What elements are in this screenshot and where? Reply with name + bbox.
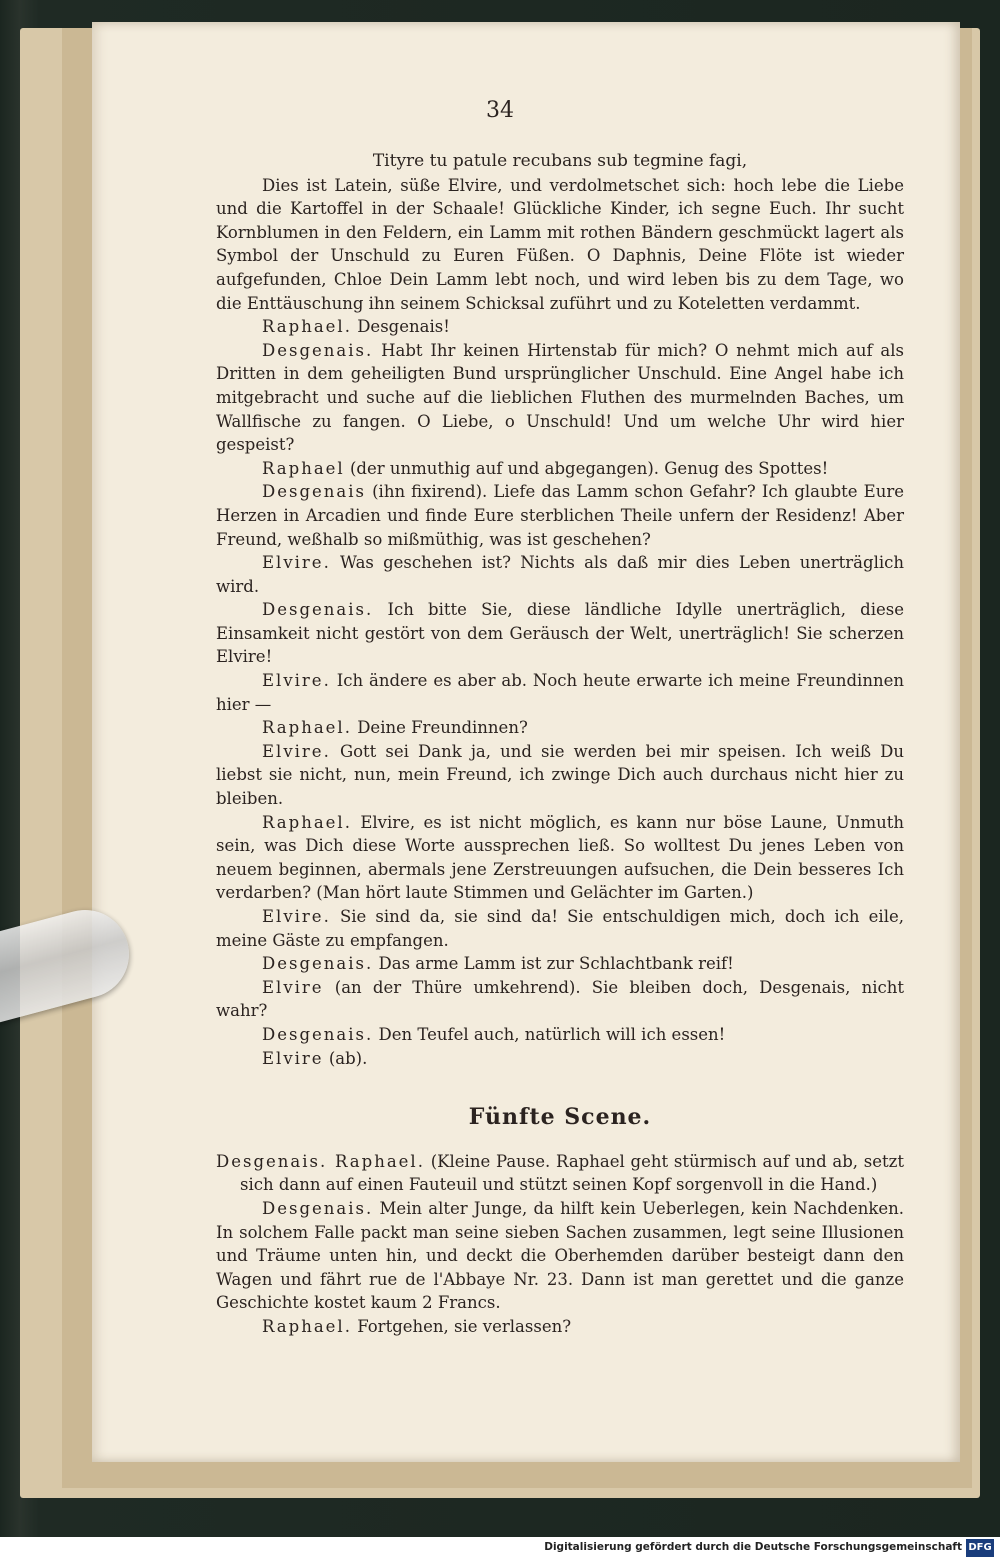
dialogue-line xyxy=(216,669,904,716)
dialogue-line xyxy=(216,480,904,551)
dialogue-text: (der unmuthig auf und abgegangen). Genug des Spottes! xyxy=(349,458,829,478)
speaker-name: Desgenais. xyxy=(262,600,374,620)
speaker-name: Elvire xyxy=(262,977,324,997)
dialogue-line xyxy=(216,1315,904,1339)
dialogue-line xyxy=(216,551,904,598)
speaker-name: Desgenais. xyxy=(262,1198,374,1218)
speaker-name: Raphael. xyxy=(262,812,352,832)
paragraph: Dies ist Latein, süße Elvire, und verdolmetschet sich: hoch lebe die Liebe und die Kartoffel in der Schaale! Glückliche Kinder, ich segne Euch. Ihr sucht Kornblumen in den Feldern, ein Lamm mit rothen Bändern geschmückt lagert als Symbol der Unschuld zu Euren Füßen. O Daphnis, Deine Flöte ist wieder aufgefunden, Chloe Dein Lamm lebt noch, und wird leben bis zu dem Tage, wo die Enttäuschung ihn seinem Schicksal zuführt und zu Koteletten verdammt. xyxy=(216,175,904,313)
dialogue-line xyxy=(216,952,904,976)
speaker-name: Elvire. xyxy=(262,553,331,573)
speaker-name: Elvire. xyxy=(262,671,331,691)
speaker-name: Desgenais. xyxy=(262,1024,374,1044)
dialogue-text: Sie sind da, sie sind da! Sie entschuldigen mich, doch ich eile, meine Gäste zu empfangen. xyxy=(216,907,904,950)
speaker-name: Raphael. xyxy=(262,317,352,337)
scene-heading: Fünfte Scene. xyxy=(468,1104,652,1131)
stage-direction xyxy=(216,1150,904,1197)
dialogue-text: Fortgehen, sie verlassen? xyxy=(357,1316,572,1336)
dialogue-line xyxy=(216,976,904,1023)
dialogue-text: Was geschehen ist? Nichts als daß mir dies Leben unerträglich wird. xyxy=(216,553,904,596)
dialogue-line xyxy=(216,457,904,481)
dialogue-text: Desgenais! xyxy=(357,317,450,337)
dialogue-text: Deine Freundinnen? xyxy=(357,718,528,738)
dialogue-text: (ab). xyxy=(328,1048,368,1068)
dialogue-text: Elvire, es ist nicht möglich, es kann nur böse Laune, Unmuth sein, was Dich diese Worte aussprechen ließ. So wolltest Du jenes Leben von neuem beginnen, abermals jene Zerstreuungen aufsuchen, die Dein besseres Ich verdarben? (Man hört laute Stimmen und Gelächter im Garten.) xyxy=(216,812,904,903)
dialogue-line xyxy=(216,1047,904,1071)
dialogue-line xyxy=(216,315,904,339)
latin-quote: Tityre tu patule recubans sub tegmine fagi, xyxy=(372,151,748,171)
dialogue-text: Habt Ihr keinen Hirtenstab für mich? O nehmt mich auf als Dritten in dem geheiligten Bund ursprünglicher Unschuld. Eine Angel habe ich mitgebracht und suche auf die lieblichen Fluthen des murmelnden Baches, um Wallfische zu fangen. O Liebe, o Unschuld! Und um welche Uhr wird hier gespeist? xyxy=(216,340,905,455)
speaker-name: Elvire. xyxy=(262,907,331,926)
dialogue-text: (Kleine Pause. Raphael geht stürmisch auf und ab, setzt sich dann auf einen Fauteuil und stützt seinen Kopf sorgenvoll in die Hand.) xyxy=(240,1151,904,1195)
dialogue-line xyxy=(216,905,904,952)
dialogue-line xyxy=(216,598,904,669)
funding-notice: Digitalisierung gefördert durch die Deutsche Forschungsgemeinschaft xyxy=(544,1541,962,1553)
dialogue-text: Das arme Lamm ist zur Schlachtbank reif! xyxy=(378,954,734,974)
speaker-name: Raphael xyxy=(262,458,345,478)
dialogue-text: Den Teufel auch, natürlich will ich essen! xyxy=(378,1024,726,1044)
speaker-name: Raphael. xyxy=(262,718,352,738)
speaker-name: Desgenais. xyxy=(262,954,374,974)
dialogue-text: Gott sei Dank ja, und sie werden bei mir speisen. Ich weiß Du liebst sie nicht, nun, mein Freund, ich zwinge Dich auch durchaus nicht hier zu bleiben. xyxy=(216,741,904,809)
speaker-name: Desgenais. xyxy=(262,340,374,360)
speaker-name: Desgenais. Raphael. xyxy=(216,1151,425,1171)
speaker-name: Raphael. xyxy=(262,1316,352,1336)
dialogue-text: Mein alter Junge, da hilft kein Ueberlegen, kein Nachdenken. In solchem Falle packt man seine sieben Sachen zusammen, legt seine Illusionen und Träume unten hin, und deckt die Oberhemden darüber besteigt dann den Wagen und fährt rue de l'Abbaye Nr. 23. Dann ist man gerettet und die ganze Geschichte kostet kaum 2 Francs. xyxy=(216,1198,905,1313)
dialogue-text: (ihn fixirend). Liefe das Lamm schon Gefahr? Ich glaubte Eure Herzen in Arcadien und finde Eure sterblichen Theile unfern der Residenz! Aber Freund, weßhalb so mißmüthig, was ist geschehen? xyxy=(216,482,904,549)
dialogue-line xyxy=(216,811,904,905)
dialogue-text: (an der Thüre umkehrend). Sie bleiben doch, Desgenais, nicht wahr? xyxy=(216,977,904,1021)
page-text xyxy=(216,150,904,1339)
dialogue-line xyxy=(216,716,904,740)
dfg-logo-icon: DFG xyxy=(966,1539,994,1557)
speaker-name: Elvire xyxy=(262,1048,324,1068)
dialogue-line xyxy=(216,339,904,457)
dialogue-line xyxy=(216,1023,904,1047)
dialogue-text: Ich bitte Sie, diese ländliche Idylle unerträglich, diese Einsamkeit nicht gestört von dem Geräusch der Welt, unerträglich! Sie scherzen Elvire! xyxy=(216,600,904,667)
dialogue-text: Ich ändere es aber ab. Noch heute erwarte ich meine Freundinnen hier — xyxy=(216,671,904,714)
dialogue-line xyxy=(216,740,904,811)
page-number: 34 xyxy=(486,98,514,123)
dialogue-line xyxy=(216,1197,904,1315)
speaker-name: Elvire. xyxy=(262,741,331,761)
speaker-name: Desgenais xyxy=(262,482,366,502)
